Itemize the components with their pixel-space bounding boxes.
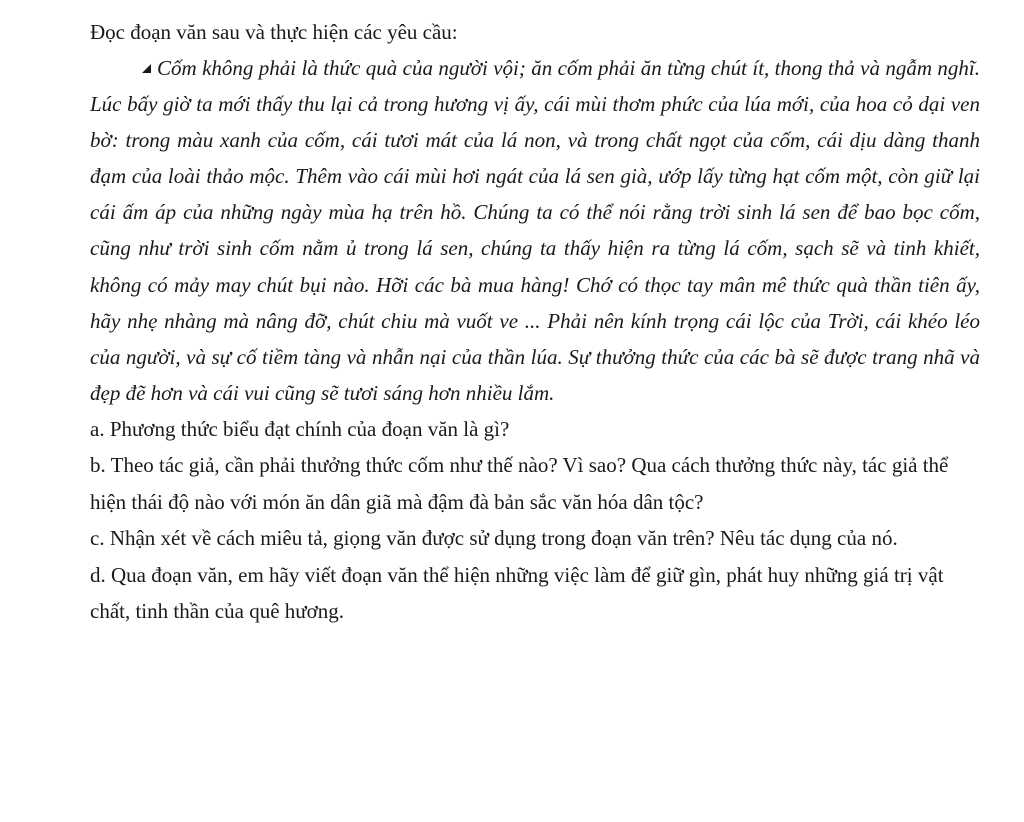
question-a: a. Phương thức biểu đạt chính của đoạn văn là gì? <box>90 416 510 441</box>
document-page <box>90 14 980 630</box>
question-b: b. Theo tác giả, cần phải thưởng thức cốm như thế nào? Vì sao? Qua cách thưởng thức này, tác giả thể hiện thái độ nào với món ăn dân giã mà đậm đà bản sắc văn hóa dân tộc? <box>90 453 949 514</box>
passage-text: Cốm không phải là thức quà của người vội; ăn cốm phải ăn từng chút ít, thong thả và ngẫm nghĩ. Lúc bấy giờ ta mới thấy thu lại cả trong hương vị ấy, cái mùi thơm phức của lúa mới, của hoa cỏ dại ven bờ: trong màu xanh của cốm, cái tươi mát của lá non, và trong chất ngọt của cốm, cái dịu dàng thanh đạm của loài thảo mộc. Thêm vào cái mùi hơi ngát của lá sen già, ướp lấy từng hạt cốm một, còn giữ lại cái ấm áp của những ngày mùa hạ trên hồ. Chúng ta có thể nói rằng trời sinh lá sen để bao bọc cốm, cũng như trời sinh cốm nằm ủ trong lá sen, chúng ta thấy hiện ra từng lá cốm, sạch sẽ và tinh khiết, không có mảy may chút bụi nào. Hỡi các bà mua hàng! Chớ có thọc tay mân mê thức quà thần tiên ấy, hãy nhẹ nhàng mà nâng đỡ, chút chiu mà vuốt ve ... Phải nên kính trọng cái lộc của Trời, cái khéo léo của người, và sự cố tiềm tàng và nhẫn nại của thần lúa. Sự thưởng thức của các bà sẽ được trang nhã và đẹp đẽ hơn và cái vui cũng sẽ tươi sáng hơn nhiều lắm. <box>90 56 980 405</box>
question-c: c. Nhận xét về cách miêu tả, giọng văn được sử dụng trong đoạn văn trên? Nêu tác dụng của nó. <box>90 526 898 551</box>
question-d: d. Qua đoạn văn, em hãy viết đoạn văn thể hiện những việc làm để giữ gìn, phát huy những giá trị vật chất, tinh thần của quê hương. <box>90 562 944 624</box>
passage-paragraph <box>90 50 980 411</box>
instruction-heading: Đọc đoạn văn sau và thực hiện các yêu cầu: <box>90 20 458 44</box>
triangle-bullet-icon <box>142 64 151 73</box>
